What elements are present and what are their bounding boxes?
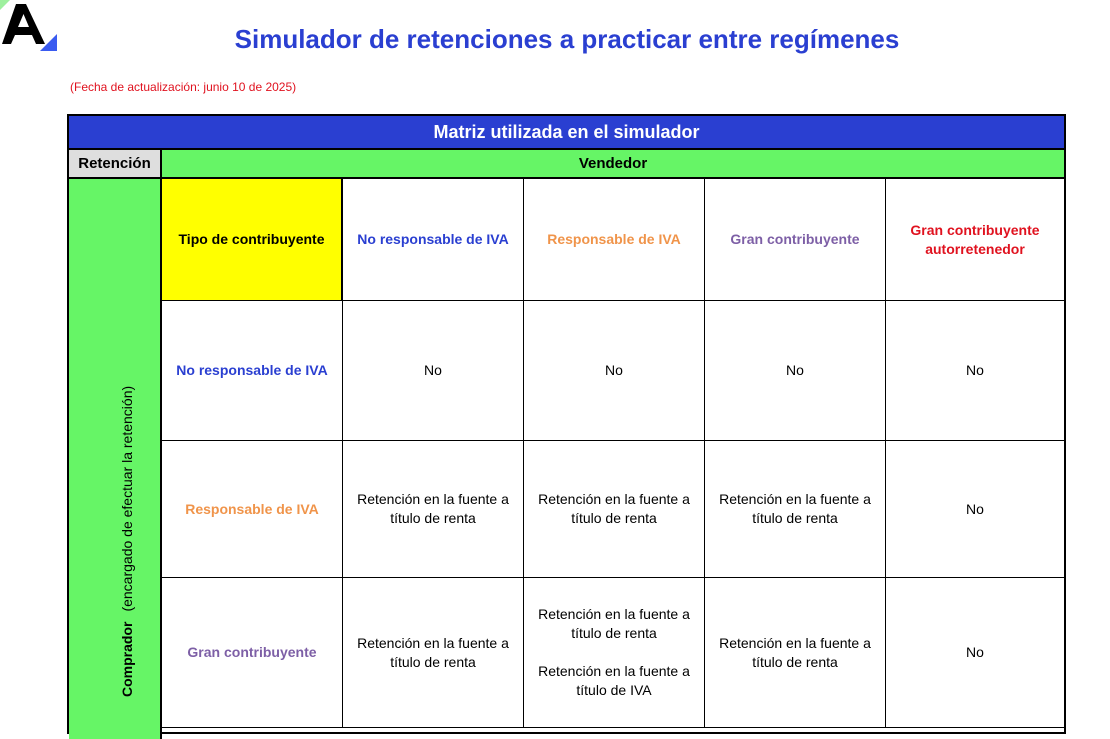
matrix-cell: No — [705, 301, 886, 441]
matrix-cell: Retención en la fuente a título de renta — [524, 441, 705, 578]
matrix-cell: Retención en la fuente a título de renta — [343, 578, 524, 728]
row-header-no-responsable: No responsable de IVA — [162, 301, 343, 441]
matrix-cell: No — [886, 441, 1064, 578]
row-header-gran-contribuyente: Gran contribuyente — [162, 578, 343, 728]
buyer-label-vertical — [118, 386, 137, 697]
row-header-responsable: Responsable de IVA — [162, 441, 343, 578]
matrix-cell: No — [886, 301, 1064, 441]
matrix-cell: Retención en la fuente a título de renta — [343, 441, 524, 578]
matrix-cell: No — [886, 578, 1064, 728]
matrix-cell-line: Retención en la fuente a título de IVA — [538, 663, 690, 698]
matrix-cell: No — [524, 301, 705, 441]
logo-green-triangle — [0, 0, 10, 10]
matrix-cell: Retención en la fuente a título de renta — [705, 578, 886, 728]
buyer-label: Comprador — [119, 621, 135, 697]
column-header-no-responsable: No responsable de IVA — [343, 179, 524, 301]
buyer-column — [69, 179, 162, 739]
buyer-note: (encargado de efectuar la retención) — [119, 385, 135, 612]
update-date: (Fecha de actualización: junio 10 de 2025) — [70, 80, 297, 94]
page-title: Simulador de retenciones a practicar entre regímenes — [234, 24, 900, 54]
retention-matrix — [67, 114, 1066, 734]
matrix-cell-line: Retención en la fuente a título de renta — [538, 606, 690, 641]
column-header-gran-contribuyente: Gran contribuyente — [705, 179, 886, 301]
matrix-cell: Retención en la fuente a título de renta — [705, 441, 886, 578]
seller-label: Vendedor — [162, 150, 1064, 179]
column-header-responsable: Responsable de IVA — [524, 179, 705, 301]
taxpayer-type-header: Tipo de contribuyente — [162, 179, 343, 301]
retention-label: Retención — [69, 150, 162, 179]
column-header-autorretenedor: Gran contribuyente autorretenedor — [886, 179, 1064, 301]
matrix-cell: No — [343, 301, 524, 441]
matrix-cell-double — [524, 578, 705, 728]
matrix-title: Matriz utilizada en el simulador — [69, 116, 1064, 150]
